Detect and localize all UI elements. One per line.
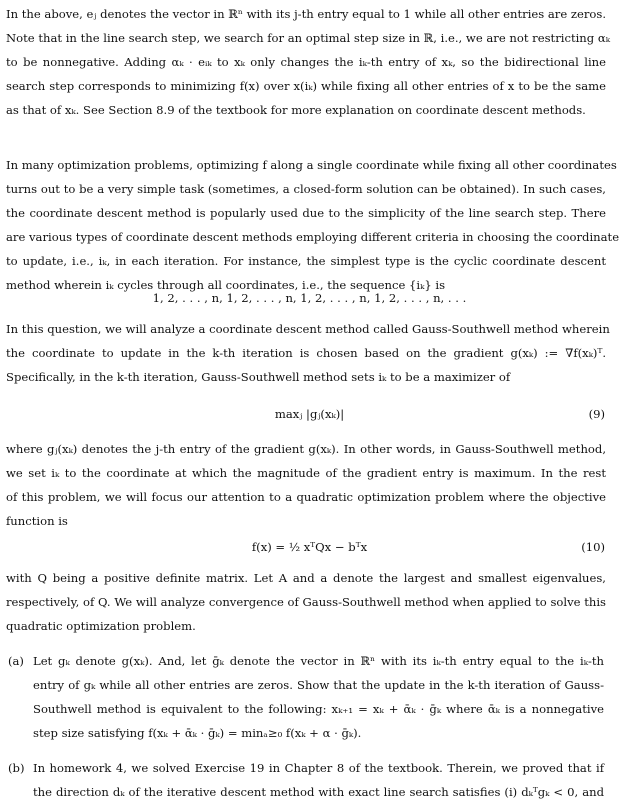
text-line: In homework 4, we solved Exercise 19 in Chapter 8 of the textbook. Therein, we proved that if xyxy=(33,761,604,775)
text-line: of this problem, we will focus our attention to a quadratic optimization problem where the objective xyxy=(6,489,606,504)
text-line: Southwell method is equivalent to the following: xₖ₊₁ = xₖ + ᾱₖ · ḡₖ where ᾱₖ is a nonnegative xyxy=(33,701,604,716)
text-line: with Q being a positive definite matrix. Let A and a denote the largest and smallest eigenvalues, xyxy=(6,571,606,585)
paragraph-gauss-southwell xyxy=(6,318,610,390)
text-line: In this question, we will analyze a coordinate descent method called Gauss-Southwell method wherein xyxy=(6,322,610,336)
sequence-expression: 1, 2, . . . , n, 1, 2, . . . , n, 1, 2, . . . , n, 1, 2, . . . , n, . . . xyxy=(152,291,467,305)
text-line: the direction dₖ of the iterative descent method with exact line search satisfies (i) dₖᵀgₖ < 0, and xyxy=(33,784,604,799)
paragraph-intro xyxy=(6,3,610,123)
text-line: quadratic optimization problem. xyxy=(6,618,196,633)
item-label: (b) xyxy=(8,761,25,775)
text-line: entry of gₖ while all other entries are zeros. Show that the update in the k-th iteration of Gauss- xyxy=(33,677,604,692)
sequence-equation xyxy=(0,287,619,311)
text-line: to update, i.e., iₖ, in each iteration. For instance, the simplest type is the cyclic coordinate descent xyxy=(6,253,606,268)
text-line: Specifically, in the k-th iteration, Gauss-Southwell method sets iₖ to be a maximizer of xyxy=(6,369,511,384)
text-line: In many optimization problems, optimizing f along a single coordinate while fixing all other coordinates xyxy=(6,158,617,172)
equation-number: (9) xyxy=(588,407,605,421)
paragraph-coordinate-descent xyxy=(6,154,619,297)
equation-number: (10) xyxy=(581,540,605,554)
item-label: (a) xyxy=(8,654,24,668)
text-line: Let gₖ denote g(xₖ). And, let ḡₖ denote the vector in ℝⁿ with its iₖ-th entry equal to the iₖ-th xyxy=(33,654,604,668)
text-line: method wherein iₖ cycles through all coordinates, i.e., the sequence {iₖ} is xyxy=(6,277,446,292)
text-line: search step corresponds to minimizing f(x) over x(iₖ) while fixing all other entries of x to be the same xyxy=(6,78,606,93)
equation-expression: f(x) = ½ xᵀQx − bᵀx xyxy=(251,540,368,554)
text-line: function is xyxy=(6,513,68,528)
text-line: are various types of coordinate descent methods employing different criteria in choosing the coordinate xyxy=(6,229,619,244)
item-body xyxy=(33,757,604,805)
text-line: where gⱼ(xₖ) denotes the j-th entry of the gradient g(xₖ). In other words, in Gauss-Southwell method, xyxy=(6,442,606,456)
paragraph-gradient xyxy=(6,438,606,534)
equation-10 xyxy=(0,536,619,560)
text-line: In the above, eⱼ denotes the vector in ℝⁿ with its j-th entry equal to 1 while all other entries are zeros. xyxy=(6,7,607,21)
equation-expression: maxⱼ |gⱼ(xₖ)| xyxy=(274,407,345,421)
text-line: we set iₖ to the coordinate at which the magnitude of the gradient entry is maximum. In the rest xyxy=(6,465,606,480)
text-line: Note that in the line search step, we search for an optimal step size in ℝ, i.e., we are not restricting αₖ xyxy=(6,30,610,45)
text-line: step size satisfying f(xₖ + ᾱₖ · ḡₖ) = minₐ≥₀ f(xₖ + α · ḡₖ). xyxy=(33,725,362,740)
text-line: turns out to be a very simple task (sometimes, a closed-form solution can be obtained). In such cases, xyxy=(6,181,606,196)
text-line: the coordinate to update in the k-th iteration is chosen based on the gradient g(xₖ) := ∇f(xₖ)ᵀ. xyxy=(6,345,606,360)
text-line: as that of xₖ. See Section 8.9 of the textbook for more explanation on coordinate descent methods. xyxy=(6,102,586,117)
equation-9 xyxy=(0,403,619,427)
item-body xyxy=(33,650,604,746)
paragraph-quadratic xyxy=(6,567,606,639)
text-line: respectively, of Q. We will analyze convergence of Gauss-Southwell method when applied to solve this xyxy=(6,594,606,609)
text-line: to be nonnegative. Adding αₖ · eᵢₖ to xₖ only changes the iₖ-th entry of xₖ, so the bidirectional line xyxy=(6,54,606,69)
text-line: the coordinate descent method is popularly used due to the simplicity of the line search step. There xyxy=(6,205,606,220)
